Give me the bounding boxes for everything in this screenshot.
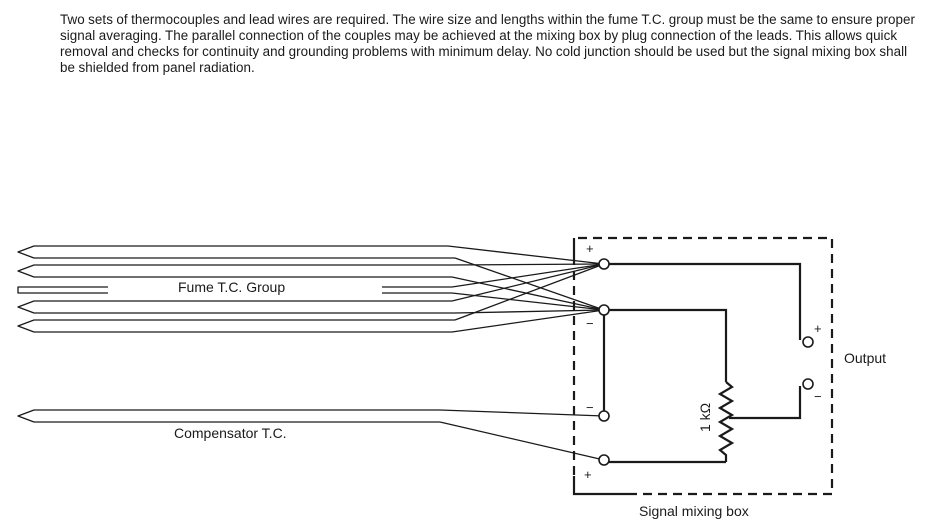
compensator-lead-neg: [440, 410, 604, 416]
wire-resistor-tap-to-output-neg: [729, 386, 800, 418]
fume-tc-probe-2: [18, 265, 452, 277]
resistor-label: 1 kΩ: [697, 402, 713, 432]
wire-fume-neg-to-resistor: [604, 310, 726, 382]
fume-tc-crossing-leads: [448, 246, 604, 332]
fume-tc-group-label: Fume T.C. Group: [178, 279, 286, 295]
fume-tc-probe-3-tail: [382, 287, 452, 293]
resistor-zigzag: [720, 382, 732, 462]
fume-tc-probe-3: [18, 287, 108, 293]
lead-pos-1: [448, 246, 604, 264]
terminal-comp-positive: [599, 455, 609, 465]
output-label: Output: [844, 350, 887, 366]
terminal-output-positive: [803, 337, 813, 347]
terminal-output-negative: [803, 379, 813, 389]
terminal-fume-negative: [599, 305, 609, 315]
compensator-tc-probe: [18, 410, 604, 460]
output-negative-sign: −: [814, 389, 822, 404]
fume-tc-probe-5: [18, 320, 455, 332]
fume-negative-sign: −: [586, 316, 594, 331]
terminal-fume-positive: [599, 259, 609, 269]
lead-neg-5: [452, 310, 604, 332]
compensator-tc-body: [18, 410, 440, 422]
fume-tc-probe-4: [18, 301, 455, 313]
terminal-comp-negative: [599, 411, 609, 421]
description-paragraph: Two sets of thermocouples and lead wires are required. The wire size and lengths within the fume T.C. group must be the same to ensure proper signal averaging. The parallel connection of the couples may be achieved at the mixing box by plug connection of the leads. This allows quick removal and checks for continuity and grounding problems with minimum delay. No cold junction should be used but the signal mixing box shall be shielded from panel radiation.: [60, 12, 916, 75]
compensator-tc-label: Compensator T.C.: [174, 425, 287, 441]
wire-fume-pos-to-output-pos: [604, 264, 800, 340]
comp-positive-sign: +: [584, 467, 592, 482]
comp-negative-sign: −: [586, 400, 594, 415]
fume-tc-probe-1: [18, 246, 455, 258]
terminals: [599, 259, 813, 465]
signal-mixing-box-outline: [574, 238, 832, 494]
signal-mixing-box-label: Signal mixing box: [639, 503, 749, 519]
output-positive-sign: +: [814, 321, 822, 336]
compensator-lead-pos: [440, 422, 604, 460]
fume-positive-sign: +: [586, 241, 594, 256]
